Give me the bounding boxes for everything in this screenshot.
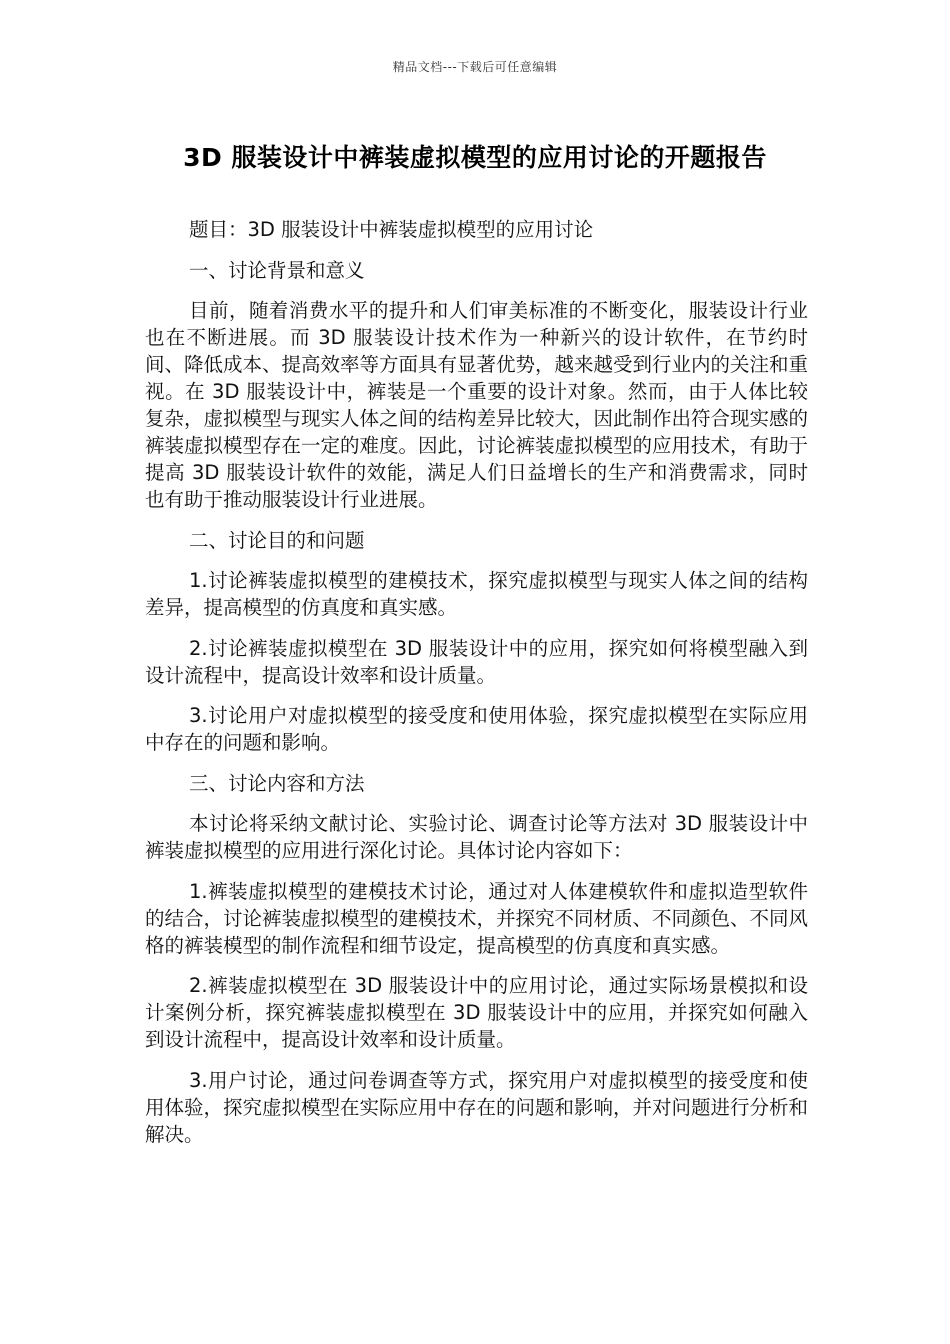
- method-item-2: 2.裤装虚拟模型在 3D 服装设计中的应用讨论，通过实际场景模拟和设计案例分析，探究裤装虚拟模型在 3D 服装设计中的应用，并探究如何融入到设计流程中，提高设计效率和设计质量。: [145, 974, 808, 1051]
- header-note: 精品文档---下载后可任意编辑: [392, 60, 558, 74]
- objective-item-3: 3.讨论用户对虚拟模型的接受度和使用体验，探究虚拟模型在实际应用中存在的问题和影响。: [145, 704, 808, 754]
- document-title: 3D 服装设计中裤装虚拟模型的应用讨论的开题报告: [183, 143, 767, 172]
- paragraph-background: 目前，随着消费水平的提升和人们审美标准的不断变化，服装设计行业也在不断进展。而 3D 服装设计技术作为一种新兴的设计软件，在节约时间、降低成本、提高效率等方面具有显著优势，越来越受到行业内的关注和重视。在 3D 服装设计中，裤装是一个重要的设计对象。然而，由于人体比较复杂，虚拟模型与现实人体之间的结构差异比较大，因此制作出符合现实感的裤装虚拟模型存在一定的难度。因此，讨论裤装虚拟模型的应用技术，有助于提高 3D 服装设计软件的效能，满足人们日益增长的生产和消费需求，同时也有助于推动服装设计行业进展。: [145, 299, 809, 511]
- objective-item-2: 2.讨论裤装虚拟模型在 3D 服装设计中的应用，探究如何将模型融入到设计流程中，提高设计效率和设计质量。: [145, 636, 808, 687]
- section-heading-methods: 三、讨论内容和方法: [189, 771, 365, 795]
- document-body: [145, 216, 808, 1161]
- method-item-1: 1.裤装虚拟模型的建模技术讨论，通过对人体建模软件和虚拟造型软件的结合，讨论裤装虚拟模型的建模技术，并探究不同材质、不同颜色、不同风格的裤装模型的制作流程和细节设定，提高模型的仿真度和真实感。: [145, 879, 809, 957]
- method-item-3: 3.用户讨论，通过问卷调查等方式，探究用户对虚拟模型的接受度和使用体验，探究虚拟模型在实际应用中存在的问题和影响，并对问题进行分析和解决。: [145, 1068, 809, 1146]
- section-heading-background: 一、讨论背景和意义: [189, 258, 365, 282]
- section-heading-objectives: 二、讨论目的和问题: [189, 528, 365, 552]
- topic-line: 题目：3D 服装设计中裤装虚拟模型的应用讨论: [189, 218, 594, 241]
- objective-item-1: 1.讨论裤装虚拟模型的建模技术，探究虚拟模型与现实人体之间的结构差异，提高模型的仿真度和真实感。: [145, 569, 808, 619]
- paragraph-methods-intro: 本讨论将采纳文献讨论、实验讨论、调查讨论等方法对 3D 服装设计中裤装虚拟模型的应用进行深化讨论。具体讨论内容如下：: [145, 812, 808, 862]
